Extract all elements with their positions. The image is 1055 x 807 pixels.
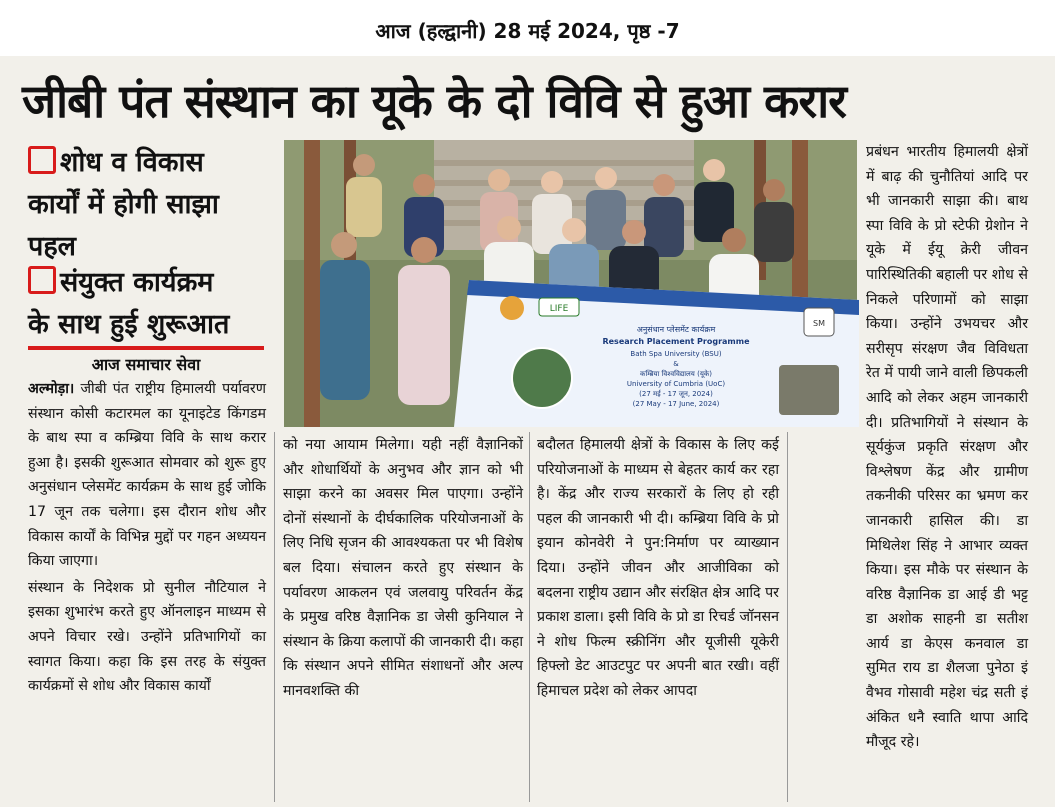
life-logo-text: LIFE bbox=[549, 304, 569, 314]
banner-line-8: (27 May - 17 June, 2024) bbox=[632, 400, 720, 408]
column-rule bbox=[787, 432, 788, 802]
banner-line-7: (27 मई - 17 जून, 2024) bbox=[639, 390, 713, 398]
banner-line-6: University of Cumbria (UoC) bbox=[626, 380, 726, 388]
kicker-1 bbox=[28, 142, 273, 268]
red-box-bullet-icon bbox=[28, 266, 56, 294]
article-column-1 bbox=[28, 377, 266, 805]
column-2-text: को नया आयाम मिलेगा। यही नहीं वैज्ञानिकों और शोधार्थियों के अनुभव और ज्ञान को भी साझा करने का अवसर मिल पाएगा। उन्होंने दोनों संस्थानों के दीर्घकालिक परियोजनाओं के लिए निधि सृजन की आवश्यकता पर भी विशेष बल दिया। संचालन करते हुए संस्थान के पर्यावरण आकलन एवं जलवायु परिवर्तन केंद्र के प्रमुख वरिष्ठ वैज्ञानिक डा जेसी कुनियाल ने संस्थान के क्रिया कलापों की जानकारी दी। कहा कि संस्थान अपने सीमित संशाधनों और अल्प मानवशक्ति की bbox=[283, 437, 523, 699]
column-rule bbox=[529, 432, 530, 802]
programme-banner bbox=[454, 280, 859, 427]
red-box-bullet-icon bbox=[28, 146, 56, 174]
kicker-2-line2: के साथ हुई शुरूआत bbox=[28, 309, 230, 340]
column-rule bbox=[274, 432, 275, 802]
group-photo bbox=[284, 140, 857, 427]
article-column-2 bbox=[283, 433, 523, 805]
banner-line-3: Bath Spa University (BSU) bbox=[630, 350, 722, 358]
kicker-2-line1: संयुक्त कार्यक्रम bbox=[60, 267, 214, 298]
article-column-3 bbox=[537, 433, 779, 805]
kicker-2 bbox=[28, 262, 273, 346]
banner-line-5: कम्ब्रिया विश्वविद्यालय (यूके) bbox=[640, 370, 712, 378]
red-divider bbox=[28, 346, 264, 350]
column-3-text: बदौलत हिमालयी क्षेत्रों के विकास के लिए कई परियोजनाओं के माध्यम से बेहतर कार्य कर रहा है। केंद्र और राज्य सरकारों के लिए हो रही पहल की जानकारी भी दी। कम्ब्रिया विवि के प्रो इयान कोनवेरी ने पुन:निर्माण पर व्याख्यान दिया। उन्होंने जीवन और आजीविका को बदलना राष्ट्रीय उद्यान और संरक्षित क्षेत्र आदि पर प्रकाश डाला। इसी विवि के प्रो डा रिचर्ड जॉनसन ने शोध फिल्म स्क्रीनिंग और यूजीसी यूकेरी हिफ्लो डेट आउटपुट पर अपनी बात रखी। वहीं हिमाचल प्रदेश को लेकर आपदा bbox=[537, 437, 779, 699]
kicker-1-line3: पहल bbox=[28, 231, 76, 262]
dateline: अल्मोड़ा। bbox=[28, 381, 75, 397]
newspaper-masthead: आज (हल्द्वानी) 28 मई 2024, पृष्ठ -7 bbox=[375, 19, 680, 43]
column-1-paragraph-2: संस्थान के निदेशक प्रो सुनील नौटियाल ने इसका शुभारंभ करते हुए ऑनलाइन माध्यम से अपने विचार रखे। उन्होंने प्रतिभागियों का स्वागत किया। कहा कि इस तरह के संयुक्त कार्यक्रमों से शोध और विकास कार्यों bbox=[28, 579, 266, 695]
article-column-4 bbox=[866, 140, 1028, 751]
banner-line-1: अनुसंधान प्लेसमेंट कार्यक्रम bbox=[636, 325, 716, 334]
banner-line-2: Research Placement Programme bbox=[602, 337, 750, 346]
kicker-1-line1: शोध व विकास bbox=[60, 147, 204, 178]
right-logo-text: SM bbox=[813, 319, 825, 328]
headline: जीबी पंत संस्थान का यूके के दो विवि से हुआ करार bbox=[22, 74, 846, 128]
byline: आज समाचार सेवा bbox=[91, 355, 201, 374]
column-1-paragraph-1: जीबी पंत राष्ट्रीय हिमालयी पर्यावरण संस्थान कोसी कटारमल का यूनाइटेड किंगडम के बाथ स्पा व कम्ब्रिया विवि के साथ करार हुआ है। इसकी शुरूआत सोमवार को शुरू हुए अनुसंधान प्लेसमेंट कार्यक्रम के साथ हुई जोकि 17 जून तक चलेगा। इस दौरान शोध और विकास कार्यों के विभिन्न मुद्दों पर गहन अध्ययन किया जाएगा। bbox=[28, 381, 266, 570]
kicker-1-line2: कार्यों में होगी साझा bbox=[28, 189, 219, 220]
column-4-text: प्रबंधन भारतीय हिमालयी क्षेत्रों में बाढ़ की चुनौतियां आदि पर भी जानकारी साझा की। बाथ स्पा विवि के प्रो स्टेफी ग्रेशोन ने यूके में ईयू क्रेरी जीवन पारिस्थितिकी बहाली पर शोध से निकले परिणामों को साझा किया। उन्होंने उभयचर और सरीसृप संरक्षण जैव विविधता रेत में पायी जाने वाली छिपकली आदि को लेकर अहम जानकारी दी। प्रतिभागियों ने संस्थान के सूर्यकुंज प्रकृति संरक्षण और विश्लेषण केंद्र और ग्रामीण तकनीकी परिसर का भ्रमण कर जानकारी हासिल की। डा मिथिलेश सिंह ने आभार व्यक्त किया। इस मौके पर संस्थान के वरिष्ठ वैज्ञानिक डा आई डी भट्ट डा अशोक साहनी डा सतीश आर्य डा केएस कनवाल डा सुमित राय डा शैलजा पुनेठा इं वैभव गोसावी महेश चंद्र सती इं अंकित धनै स्वाति थापा आदि मौजूद रहे। bbox=[866, 144, 1028, 751]
banner-line-4: & bbox=[673, 360, 679, 368]
